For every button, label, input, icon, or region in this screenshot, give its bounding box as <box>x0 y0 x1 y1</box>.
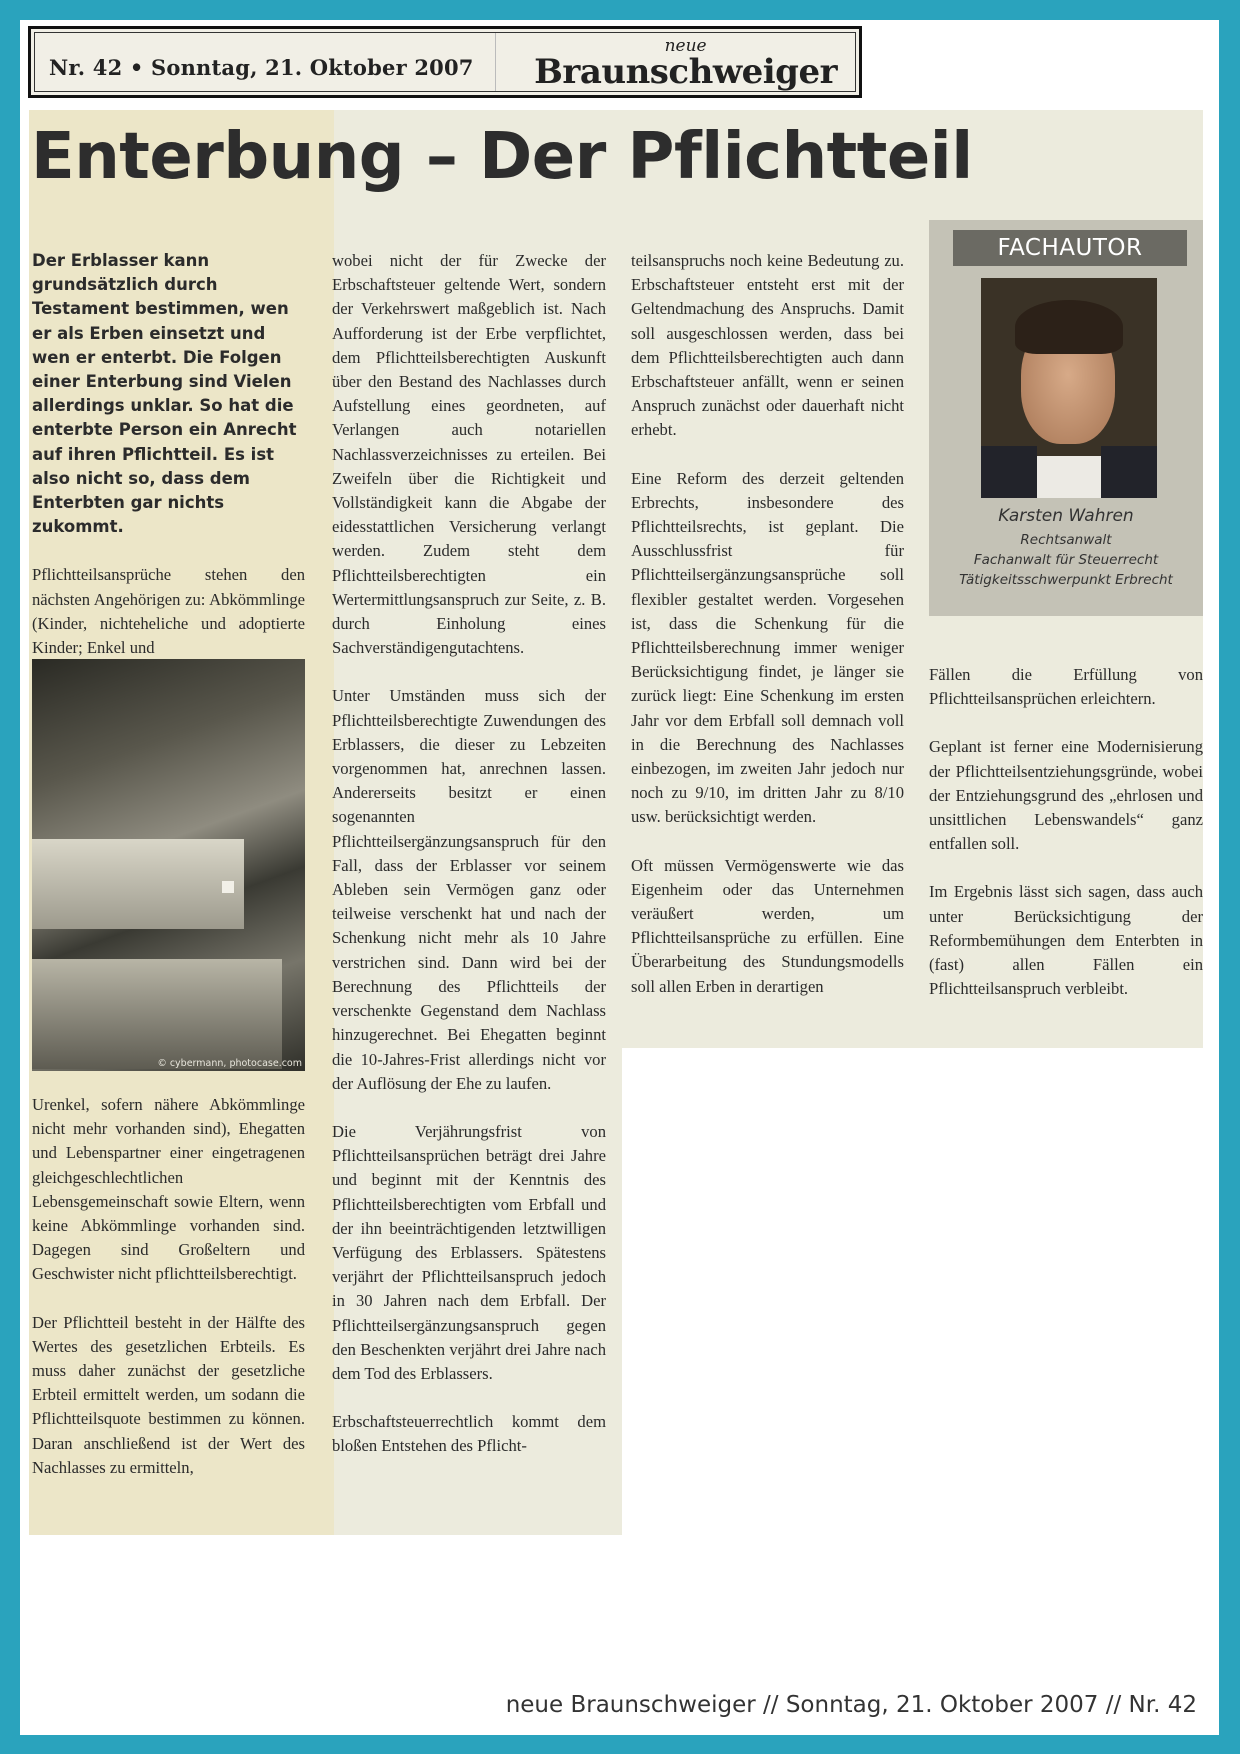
column-4 <box>929 663 1203 1025</box>
newspaper-logo <box>534 36 837 92</box>
author-box <box>929 220 1203 616</box>
col3-paragraph-3: Oft müssen Vermögenswerte wie das Eigenheim oder das Unternehmen veräußert werden, um Pflichtteilsansprüche zu erfüllen. Eine Überarbeitung des Stundungsmodells soll allen Erben in derartigen <box>631 855 904 996</box>
masthead-inner-frame <box>34 32 856 92</box>
column-1-top <box>32 249 305 684</box>
column-3 <box>631 249 904 1023</box>
masthead-divider <box>495 33 496 91</box>
column-2 <box>332 249 606 1483</box>
portrait-jacket-right <box>1101 446 1157 498</box>
masthead <box>28 26 862 98</box>
photo-credit: © cybermann, photocase.com <box>157 1058 302 1069</box>
issue-date: Nr. 42 • Sonntag, 21. Oktober 2007 <box>49 55 474 80</box>
article-photo-books <box>32 659 305 1071</box>
col2-paragraph-2: Unter Umständen muss sich der Pflichtteilsberechtigte Zuwendungen des Erblassers, die dieser zu Lebzeiten vorgenommen hat, anrechnen lassen. Andererseits besitzt er einen sogenannten Pflichtteilsergänzungsanspruch für den Fall, dass der Erblasser vor seinem Ableben sein Vermögen ganz oder teilweise verschenkt hat und nach der Schenkung nicht mehr als 10 Jahre verstrichen sind. Dann wird bei der Berechnung des Pflichtteils der verschenkte Gegenstand dem Nachlass hinzugerechnet. Bei Ehegatten beginnt die 10-Jahres-Frist allerdings nicht vor der Auflösung der Ehe zu laufen. <box>332 686 606 1093</box>
column-1-bottom <box>32 1093 305 1504</box>
photo-book-tab <box>222 881 234 893</box>
footer-caption: neue Braunschweiger // Sonntag, 21. Oktober 2007 // Nr. 42 <box>505 1692 1197 1718</box>
col1-paragraph-1: Pflichtteilsansprüche stehen den nächsten Angehörigen zu: Abkömmlinge (Kinder, nichteheliche und adoptierte Kinder; Enkel und <box>32 565 305 658</box>
newspaper-clipping <box>29 110 1203 1535</box>
col1-paragraph-3: Der Pflichtteil besteht in der Hälfte des Wertes des gesetzlichen Erbteils. Es muss daher zunächst der gesetzliche Erbteil ermittelt werden, um sodann die Pflichtteilsquote bestimmen zu können. Daran anschließend ist der Wert des Nachlasses zu ermitteln, <box>32 1312 305 1477</box>
article-lead: Der Erblasser kann grundsätzlich durch Testament bestimmen, wen er als Erben einsetzt und wen er enterbt. Die Folgen einer Enterbung sind Vielen allerdings unklar. So hat die enterbte Person ein Anrecht auf ihren Pflichtteil. Es ist also nicht so, dass dem Enterbten gar nichts zukommt. <box>32 251 297 537</box>
logo-small-word: neue <box>664 36 707 56</box>
col4-paragraph-1: Fällen die Erfüllung von Pflichtteilsansprüchen erleichtern. <box>929 665 1203 709</box>
author-title-3: Tätigkeitsschwerpunkt Erbrecht <box>959 572 1173 588</box>
col2-paragraph-1: wobei nicht der für Zwecke der Erbschaftsteuer geltende Wert, sondern der Verkehrswert maßgeblich ist. Nach Aufforderung ist der Erbe verpflichtet, dem Pflichtteilsberechtigten Auskunft über den Bestand des Nachlasses durch Aufstellung eines geordneten, auf Verlangen auch notariellen Nachlassverzeichnisses zu erteilen. Bei Zweifeln über die Richtigkeit und Vollständigkeit kann die Abgabe der eidesstattlichen Versicherung verlangt werden. Zudem steht dem Pflichtteilsberechtigten ein Wertermittlungsanspruch zur Seite, z. B. durch Einholung eines Sachverständigengutachtens. <box>332 251 606 658</box>
article-headline: Enterbung – Der Pflichtteil <box>31 120 973 194</box>
author-label: FACHAUTOR <box>953 230 1187 266</box>
author-portrait <box>981 278 1157 498</box>
portrait-hair <box>1015 300 1123 354</box>
photo-book-stack-shape <box>32 959 282 1069</box>
col3-paragraph-1: teilsanspruchs noch keine Bedeutung zu. Erbschaftsteuer entsteht erst mit der Geltendmachung des Anspruchs. Damit soll ausgeschlossen werden, dass bei dem Pflichtteilsberechtigten auch dann Erbschaftsteuer anfällt, wenn er seinen Anspruch zunächst oder dauerhaft nicht erhebt. <box>631 251 904 440</box>
photo-book-shape <box>32 839 244 929</box>
col4-paragraph-3: Im Ergebnis lässt sich sagen, dass auch unter Berücksichtigung der Reformbemühungen dem Enterbten in (fast) allen Fällen ein Pflichtteilsanspruch verbleibt. <box>929 882 1203 999</box>
col2-paragraph-4: Erbschaftsteuerrechtlich kommt dem bloßen Entstehen des Pflicht- <box>332 1412 606 1456</box>
page <box>20 20 1219 1735</box>
col1-paragraph-2: Urenkel, sofern nähere Abkömmlinge nicht mehr vorhanden sind), Ehegatten und Lebenspartner einer eingetragenen gleichgeschlechtlichen Lebensgemeinschaft sowie Eltern, wenn keine Abkömmlinge vorhanden sind. Dagegen sind Großeltern und Geschwister nicht pflichtteilsberechtigt. <box>32 1095 305 1284</box>
col4-paragraph-2: Geplant ist ferner eine Modernisierung der Pflichtteilsentziehungsgründe, wobei der Entziehungsgrund des „ehrlosen und unsittlichen Lebenswandels“ ganz entfallen soll. <box>929 737 1203 854</box>
portrait-jacket-left <box>981 446 1037 498</box>
author-title-1: Rechtsanwalt <box>1020 532 1112 548</box>
logo-big-word: Braunschweiger <box>534 52 837 92</box>
col2-paragraph-3: Die Verjährungsfrist von Pflichtteilsansprüchen beträgt drei Jahre und beginnt mit der Kenntnis des Pflichtteilsberechtigten vom Erbfall und der ihn beeinträchtigenden letztwilligen Verfügung des Erblassers. Spätestens verjährt der Pflichtteilsanspruch jedoch in 30 Jahren nach dem Erbfall. Der Pflichtteilsergänzungsanspruch gegen den Beschenkten verjährt drei Jahre nach dem Tod des Erblassers. <box>332 1121 606 1383</box>
author-name: Karsten Wahren <box>998 506 1134 526</box>
col3-paragraph-2: Eine Reform des derzeit geltenden Erbrechts, insbesondere des Pflichtteilsrechts, ist geplant. Die Ausschlussfrist für Pflichtteilsergänzungsansprüche soll flexibler gestaltet werden. Vorgesehen ist, dass die Schenkung für die Pflichtteilsberechnung immer weniger Berücksichtigung findet, je länger sie zurück liegt: Eine Schenkung im ersten Jahr vor dem Erbfall soll demnach voll in die Berechnung des Nachlasses einbezogen, im zweiten Jahr jedoch nur noch zu 9/10, im dritten Jahr zu 8/10 usw. berücksichtigt werden. <box>631 468 904 827</box>
author-title-2: Fachanwalt für Steuerrecht <box>973 552 1159 568</box>
